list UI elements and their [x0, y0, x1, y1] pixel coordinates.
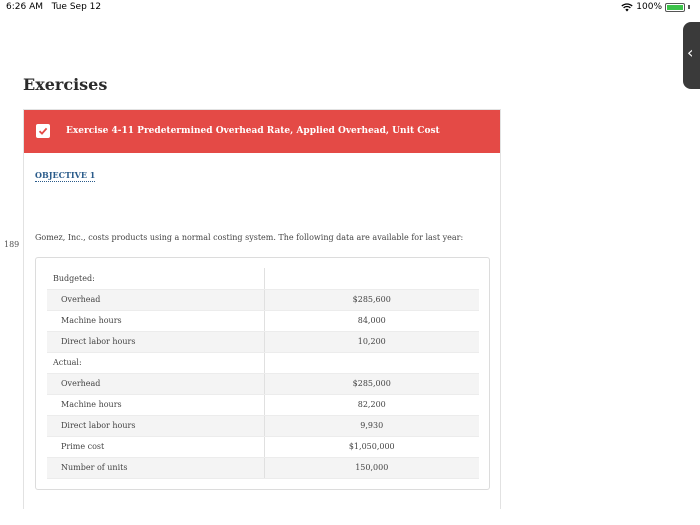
page-title: Exercises [23, 75, 108, 94]
row-label: Machine hours [47, 394, 264, 415]
section-label: Budgeted: [47, 268, 264, 289]
battery-percent: 100% [636, 2, 662, 12]
table-row [47, 373, 479, 394]
table-row [47, 457, 479, 478]
status-bar [0, 0, 700, 14]
row-value: 82,200 [264, 394, 479, 415]
row-value: 9,930 [264, 415, 479, 436]
table-row [47, 436, 479, 457]
table-row [47, 331, 479, 352]
row-label: Overhead [47, 373, 264, 394]
row-label: Overhead [47, 289, 264, 310]
exercise-title: Exercise 4-11 Predetermined Overhead Rate, Applied Overhead, Unit Cost [66, 126, 440, 136]
battery-icon [665, 3, 685, 12]
side-panel-tab[interactable] [683, 22, 700, 89]
row-label: Direct labor hours [47, 415, 264, 436]
table-row [47, 268, 479, 289]
row-label: Direct labor hours [47, 331, 264, 352]
page-number: 189 [4, 240, 20, 249]
wifi-icon [621, 3, 633, 12]
table-row [47, 289, 479, 310]
section-label: Actual: [47, 352, 264, 373]
row-value [264, 352, 479, 373]
objective-link[interactable]: OBJECTIVE 1 [35, 170, 96, 180]
table-row [47, 415, 479, 436]
checkbox-checked-icon[interactable] [36, 124, 50, 138]
table-row [47, 352, 479, 373]
row-value: $285,000 [264, 373, 479, 394]
row-value: $285,600 [264, 289, 479, 310]
status-indicators [621, 2, 690, 12]
chevron-left-icon: ‹ [687, 43, 694, 62]
data-table [47, 268, 479, 479]
status-time: 6:26 AM Tue Sep 12 [6, 2, 102, 12]
row-value: 84,000 [264, 310, 479, 331]
data-table-box [35, 257, 490, 490]
row-label: Machine hours [47, 310, 264, 331]
exercise-card [23, 109, 501, 509]
row-value: 10,200 [264, 331, 479, 352]
row-value: 150,000 [264, 457, 479, 478]
row-label: Number of units [47, 457, 264, 478]
table-row [47, 310, 479, 331]
row-value [264, 268, 479, 289]
exercise-description: Gomez, Inc., costs products using a normal costing system. The following data are available for last year: [35, 233, 464, 242]
battery-tip [688, 5, 690, 9]
table-row [47, 394, 479, 415]
row-value: $1,050,000 [264, 436, 479, 457]
row-label: Prime cost [47, 436, 264, 457]
exercise-header [24, 110, 500, 153]
